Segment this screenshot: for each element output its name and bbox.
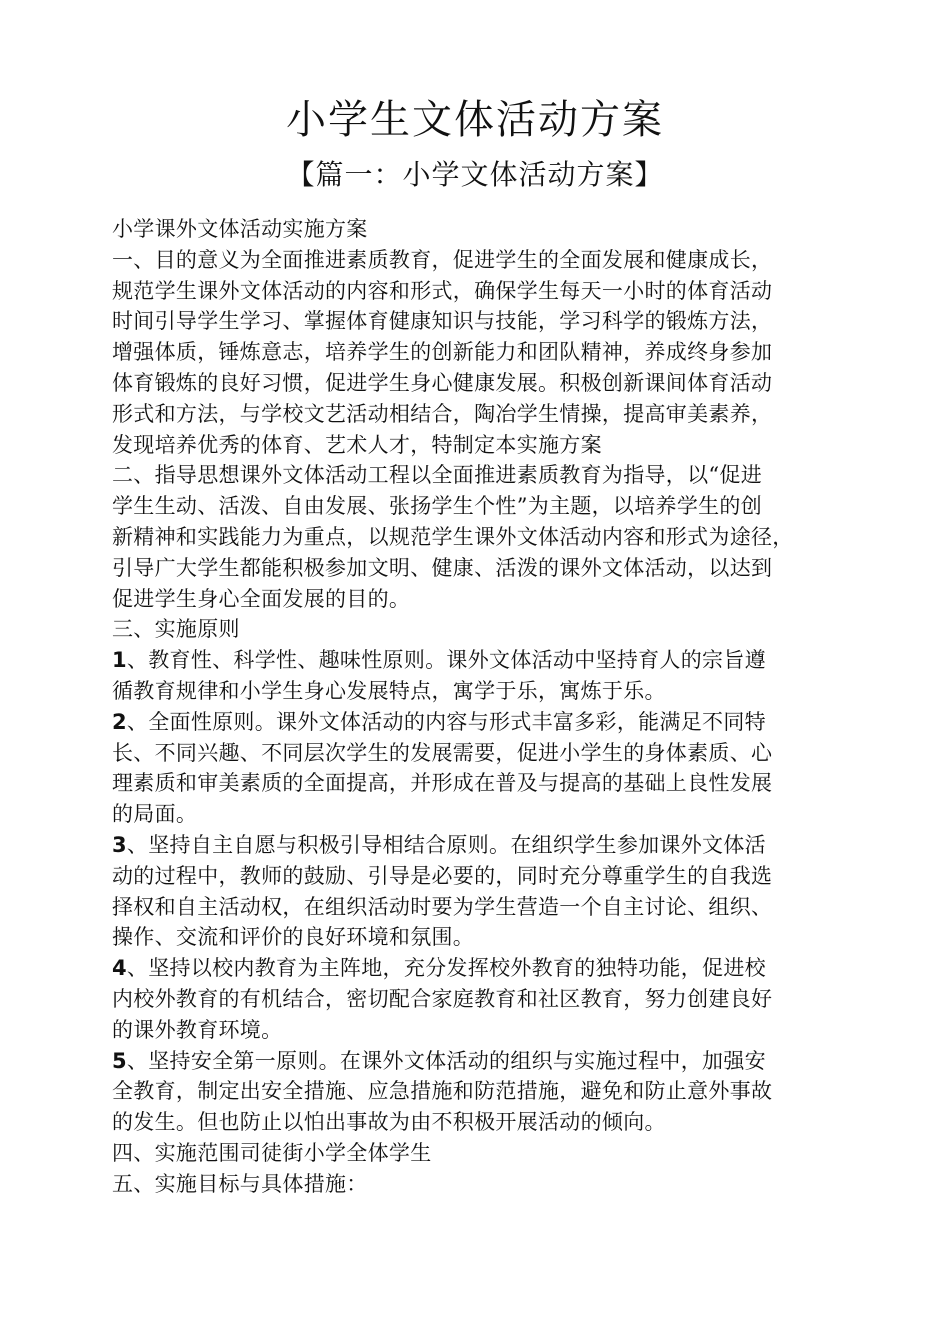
text-line (112, 337, 852, 368)
line-text: 小学课外文体活动实施方案 (112, 217, 368, 241)
text-line (112, 522, 852, 553)
document-subtitle: 【篇一：小学文体活动方案】 (286, 158, 664, 191)
text-line (112, 892, 852, 923)
line-text: 的课外教育环境。 (112, 1017, 283, 1042)
item-number: 2 (112, 709, 127, 734)
document-body (112, 214, 852, 1200)
text-line (112, 553, 852, 584)
text-line (112, 861, 852, 892)
text-line (112, 1046, 852, 1077)
text-line (112, 1015, 852, 1046)
line-text: 新精神和实践能力为重点，以规范学生课外文体活动内容和形式为途径， (112, 524, 794, 549)
line-text: 操作、交流和评价的良好环境和氛围。 (112, 925, 475, 950)
item-number: 1 (112, 648, 127, 673)
line-text: 增强体质，锤炼意志，培养学生的创新能力和团队精神，养成终身参加 (112, 340, 773, 365)
text-line (112, 491, 852, 522)
text-line (112, 830, 852, 861)
text-line (112, 276, 852, 307)
line-text: 三、实施原则 (112, 617, 240, 642)
line-text: 的局面。 (112, 802, 198, 827)
line-text: 、坚持以校内教育为主阵地，充分发挥校外教育的独特功能，促进校 (126, 956, 766, 981)
text-line (112, 922, 852, 953)
line-text: 全教育，制定出安全措施、应急措施和防范措施，避免和防止意外事故 (112, 1079, 773, 1104)
text-line (112, 645, 852, 676)
text-line (112, 984, 852, 1015)
line-text: 促进学生身心全面发展的目的。 (112, 586, 411, 611)
line-text: 学生生动、活泼、自由发展、张扬学生个性”为主题，以培养学生的创 (112, 494, 763, 519)
text-line (112, 1076, 852, 1107)
text-line (112, 1138, 852, 1169)
text-line (112, 953, 852, 984)
text-line (112, 738, 852, 769)
text-line (112, 584, 852, 615)
text-line (112, 614, 852, 645)
item-number: 4 (112, 956, 127, 981)
line-text: 五、实施目标与具体措施： (112, 1171, 368, 1196)
text-line (112, 214, 852, 245)
line-text: 动的过程中，教师的鼓励、引导是必要的，同时充分尊重学生的自我选 (112, 863, 773, 888)
line-text: 、教育性、科学性、趣味性原则。课外文体活动中坚持育人的宗旨遵 (126, 648, 766, 673)
text-line (112, 1107, 852, 1138)
document-title: 小学生文体活动方案 (286, 97, 664, 143)
line-text: 引导广大学生都能积极参加文明、健康、活泼的课外文体活动，以达到 (112, 555, 773, 580)
line-text: 发现培养优秀的体育、艺术人才，特制定本实施方案 (112, 432, 602, 457)
line-text: 一、目的意义为全面推进素质教育，促进学生的全面发展和健康成长， (112, 247, 773, 272)
line-text: 、全面性原则。课外文体活动的内容与形式丰富多彩，能满足不同特 (126, 709, 766, 734)
line-text: 形式和方法，与学校文艺活动相结合，陶冶学生情操，提高审美素养， (112, 401, 773, 426)
text-line (112, 460, 852, 491)
line-text: 规范学生课外文体活动的内容和形式，确保学生每天一小时的体育活动 (112, 278, 773, 303)
text-line (112, 768, 852, 799)
line-text: 择权和自主活动权，在组织活动时要为学生营造一个自主讨论、组织、 (112, 894, 773, 919)
line-text: 、坚持自主自愿与积极引导相结合原则。在组织学生参加课外文体活 (126, 832, 766, 857)
text-line (112, 306, 852, 337)
text-line (112, 430, 852, 461)
line-text: 理素质和审美素质的全面提高，并形成在普及与提高的基础上良性发展 (112, 771, 773, 796)
line-text: 长、不同兴趣、不同层次学生的发展需要，促进小学生的身体素质、心 (112, 740, 773, 765)
text-line (112, 399, 852, 430)
item-number: 3 (112, 832, 127, 857)
line-text: 二、指导思想课外文体活动工程以全面推进素质教育为指导，以“促进 (112, 463, 763, 488)
text-line (112, 676, 852, 707)
line-text: 、坚持安全第一原则。在课外文体活动的组织与实施过程中，加强安 (126, 1048, 766, 1073)
line-text: 体育锻炼的良好习惯，促进学生身心健康发展。积极创新课间体育活动 (112, 370, 773, 395)
text-line (112, 1169, 852, 1200)
text-line (112, 368, 852, 399)
line-text: 四、实施范围司徒街小学全体学生 (112, 1140, 432, 1165)
item-number: 5 (112, 1048, 127, 1073)
text-line (112, 245, 852, 276)
line-text: 循教育规律和小学生身心发展特点，寓学于乐，寓炼于乐。 (112, 678, 666, 703)
line-text: 时间引导学生学习、掌握体育健康知识与技能，学习科学的锻炼方法， (112, 309, 773, 334)
line-text: 内校外教育的有机结合，密切配合家庭教育和社区教育，努力创建良好 (112, 986, 773, 1011)
text-line (112, 799, 852, 830)
line-text: 的发生。但也防止以怕出事故为由不积极开展活动的倾向。 (112, 1110, 666, 1135)
text-line (112, 707, 852, 738)
